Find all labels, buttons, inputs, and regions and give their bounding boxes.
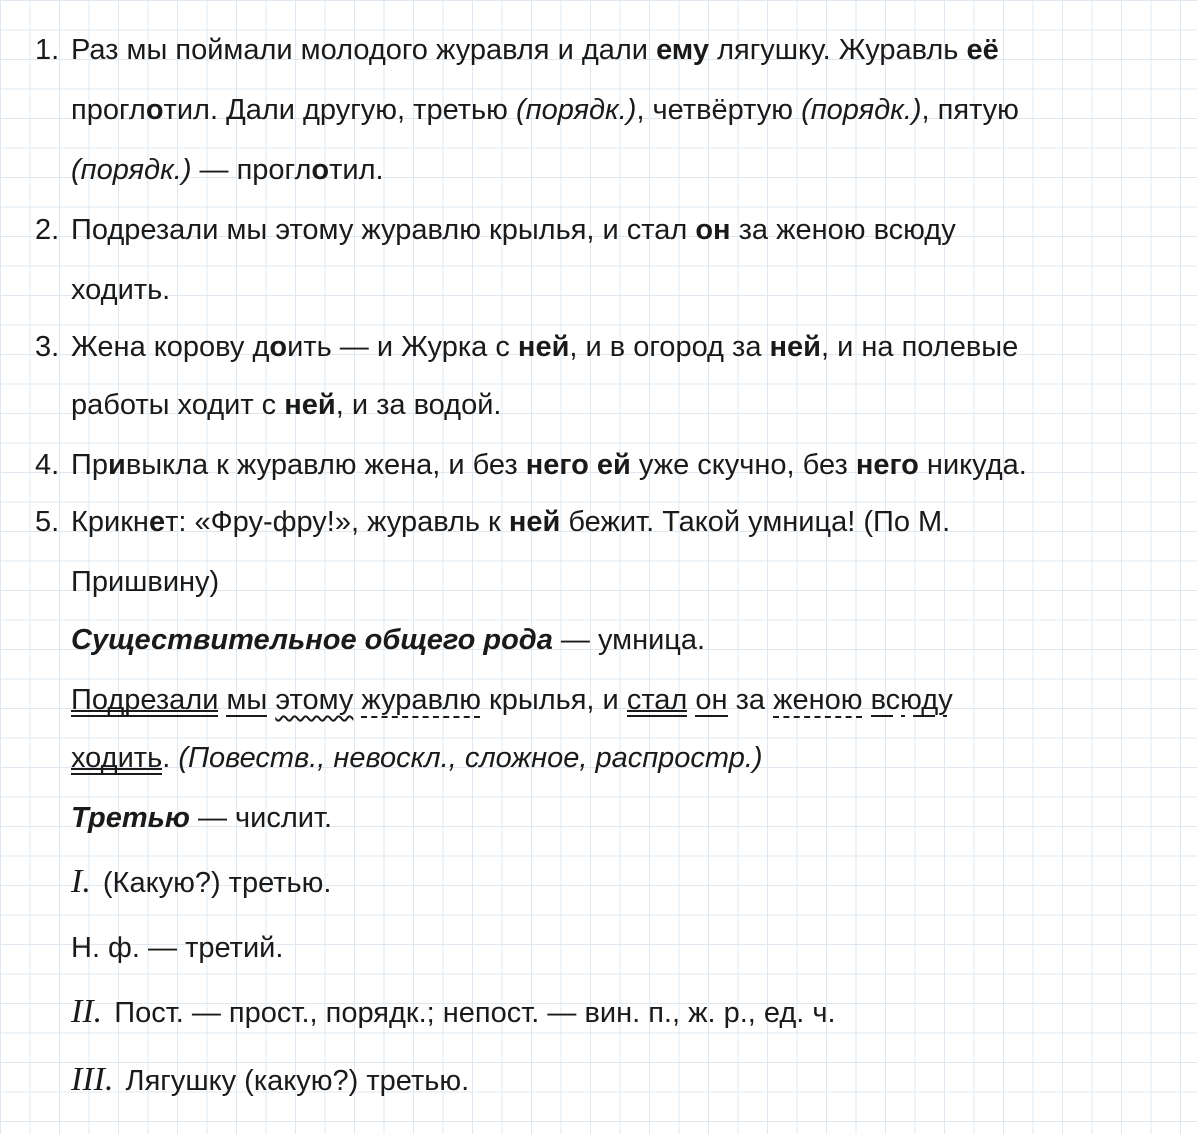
morph-step-1 <box>71 860 331 904</box>
sentence-run: лягушку. Журавль <box>709 34 967 66</box>
syntax-parse-line-1-run: за <box>727 684 774 716</box>
sentence-2-line-2 <box>71 270 170 310</box>
sentence-run: прогл <box>71 94 146 126</box>
sentence-run: ней <box>508 506 561 538</box>
morph-text: Н. ф. — третий. <box>71 932 284 964</box>
sentence-run: , и на полевые <box>821 331 1019 363</box>
sentence-run: , и за водой. <box>335 389 502 421</box>
syntax-parse-line-1-run <box>218 684 226 716</box>
sentence-number: 2. <box>35 214 60 246</box>
sentence-2-line-1 <box>35 210 956 250</box>
numeral-note-run: — числит. <box>189 802 333 834</box>
sentence-run: работы ходит с <box>71 389 285 421</box>
sentence-run: ходить. <box>71 274 171 306</box>
syntax-parse-line-1-run: женою <box>773 684 863 716</box>
sentence-run: , пятую <box>921 94 1019 126</box>
sentence-run: Раз мы поймали молодого журавля и дали <box>71 34 657 66</box>
sentence-run: (порядк.) <box>515 94 637 126</box>
syntax-parse-line-2-run: ходить <box>71 742 163 774</box>
sentence-run: выкла к журавлю жена, и без <box>125 449 526 481</box>
sentence-run: ней <box>284 389 336 421</box>
syntax-parse-line-1-run <box>863 684 871 716</box>
sentence-run: Пришвину) <box>71 566 220 598</box>
syntax-parse-line-1 <box>71 680 953 720</box>
sentence-run: ней <box>517 331 570 363</box>
sentence-run: ней <box>769 331 822 363</box>
syntax-parse-line-1-run: крылья, и <box>480 684 627 716</box>
sentence-run: ему <box>656 34 710 66</box>
sentence-run: о <box>269 331 288 363</box>
sentence-5-line-1 <box>35 502 951 542</box>
sentence-run: Жена корову д <box>71 331 270 363</box>
sentence-run: него <box>855 449 919 481</box>
sentence-run: (порядк.) <box>801 94 922 126</box>
sentence-run: её <box>966 34 999 66</box>
sentence-run: уже скучно, без <box>630 449 856 481</box>
morph-text: Лягушку (какую?) третью. <box>125 1065 470 1097</box>
roman-numeral: II. <box>71 993 103 1030</box>
sentence-1-line-1 <box>35 30 999 70</box>
sentence-3-line-2 <box>71 385 501 425</box>
sentence-run: ить — и Журка с <box>287 331 518 363</box>
syntax-parse-line-1-run: всюду <box>870 684 953 716</box>
syntax-parse-line-1-run <box>687 684 695 716</box>
morph-step-3 <box>71 990 836 1034</box>
sentence-run: Крикн <box>71 506 149 538</box>
roman-numeral: I. <box>71 863 91 900</box>
sentence-1-line-3 <box>71 150 384 190</box>
sentence-run: е <box>148 506 166 538</box>
syntax-parse-line-2 <box>71 738 763 778</box>
sentence-run: (порядк.) <box>71 154 192 186</box>
sentence-run: за женою всюду <box>730 214 956 246</box>
morph-step-2 <box>71 926 283 970</box>
sentence-run: т: «Фру-фру!», журавль к <box>165 506 509 538</box>
noun-note-run: — умница. <box>552 624 706 656</box>
roman-numeral: III. <box>71 1061 114 1098</box>
sentence-run: — прогл <box>191 154 312 186</box>
sentence-number: 3. <box>35 331 60 363</box>
sentence-1-line-2 <box>71 90 1019 130</box>
sentence-run: и <box>107 449 126 481</box>
syntax-parse-line-1-run: он <box>695 684 728 716</box>
sentence-run: он <box>695 214 731 246</box>
sentence-run: никуда. <box>918 449 1027 481</box>
sentence-run: Подрезали мы этому журавлю крылья, и стал <box>71 214 696 246</box>
sentence-number: 5. <box>35 506 60 538</box>
syntax-parse-line-1-run: этому <box>275 684 354 716</box>
sentence-run <box>589 449 597 481</box>
numeral-note-run: Третью <box>71 802 190 834</box>
sentence-run: , четвёртую <box>636 94 802 126</box>
syntax-parse-line-2-run: (Повеств., невоскл., сложное, распростр.) <box>178 742 763 774</box>
syntax-parse-line-1-run: Подрезали <box>71 684 219 716</box>
sentence-number: 4. <box>35 449 60 481</box>
sentence-run: ей <box>596 449 631 481</box>
syntax-parse-line-1-run: мы <box>226 684 268 716</box>
sentence-run: тил. Дали другую, третью <box>163 94 516 126</box>
sentence-run: Пр <box>71 449 108 481</box>
syntax-parse-line-1-run: журавлю <box>361 684 481 716</box>
morph-step-4 <box>71 1058 469 1102</box>
sentence-run: тил. <box>329 154 384 186</box>
morph-text: Пост. — прост., порядк.; непост. — вин. п., ж. р., ед. ч. <box>114 997 836 1029</box>
sentence-run: бежит. Такой умница! (По М. <box>560 506 951 538</box>
sentence-run: него <box>525 449 589 481</box>
sentence-number: 1. <box>35 34 60 66</box>
noun-note-run: Существительное общего рода <box>71 624 553 656</box>
syntax-parse-line-2-run: . <box>162 742 179 774</box>
sentence-run: о <box>145 94 164 126</box>
sentence-run: , и в огород за <box>569 331 770 363</box>
noun-note <box>71 620 705 660</box>
sentence-3-line-1 <box>35 327 1019 367</box>
numeral-note <box>71 798 332 838</box>
sentence-run: о <box>311 154 330 186</box>
sentence-4-line-1 <box>35 445 1027 485</box>
sentence-5-line-2 <box>71 562 219 602</box>
morph-text: (Какую?) третью. <box>102 867 332 899</box>
syntax-parse-line-1-run: стал <box>626 684 688 716</box>
